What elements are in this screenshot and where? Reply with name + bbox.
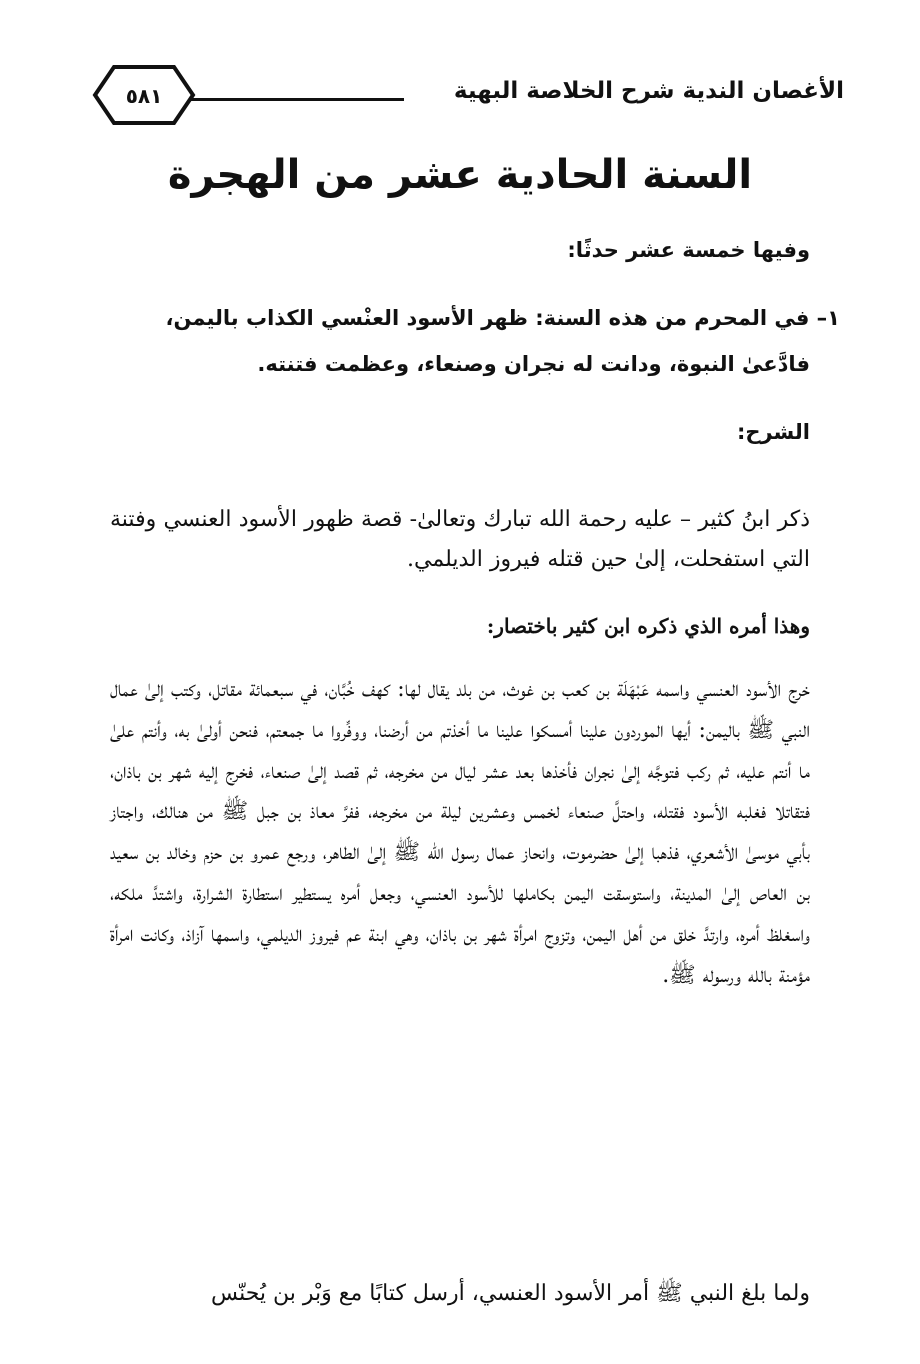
paragraph-summary-lead: وهذا أمره الذي ذكره ابن كثير باختصار: (486, 614, 810, 638)
events-lead: وفيها خمسة عشر حدثًا: (567, 238, 810, 262)
page-header (92, 58, 844, 140)
section-title: السنة الحادية عشر من الهجرة (167, 152, 753, 198)
header-rule (190, 98, 404, 101)
paragraph-intro: ذكر ابنُ كثير – عليه رحمة الله تبارك وتعالىٰ- قصة ظهور الأسود العنسي وفتنة التي استفحلت، إلىٰ حين قتله فيروز الديلمي. (110, 507, 810, 572)
paragraph-continuation: ولما بلغ النبي ﷺ أمر الأسود العنسي، أرسل كتابًا مع وَبْر بن يُحنّس (211, 1281, 810, 1306)
paragraph-story: خرج الأسود العنسي واسمه عَبْهَلَة بن كعب بن غوث، من بلد يقال لها: كهف خُبَّان، في سبعمائة مقاتل، وكتب إلىٰ عمال النبي ﷺ باليمن: أيها الموردون علينا أمسكوا علينا ما أخذتم من أرضنا، ووفِّروا ما جمعتم، فنحن أولىٰ به، وأنتم علىٰ ما أنتم عليه، ثم ركب فتوجَّه إلىٰ نجران فأخذها بعد عشر ليال من مخرجه، ثم قصد إلىٰ صنعاء، فخرج إليه شهر بن باذان، فتقاتلا فغلبه الأسود فقتله، واحتلَّ صنعاء لخمس وعشرين ليلة من مخرجه، ففرَّ معاذ بن جبل ﷺ من هنالك، واجتاز بأبي موسىٰ الأشعري، فذهبا إلىٰ حضرموت، وانحاز عمال رسول الله ﷺ إلىٰ الطاهر، ورجع عمرو بن حزم وخالد بن سعيد بن العاص إلىٰ المدينة، واستوسقت اليمن بكاملها للأسود العنسي، وجعل أمره يستطير استطارة الشرارة، واشتدَّ ملكه، واسغلظ أمره، وارتدَّ خلق من أهل اليمن، وتزوج امرأة شهر بن باذان، وهي ابنة عم فيروز الديلمي، واسمها آزاذ، وكانت امرأة مؤمنة بالله ورسوله ﷺ. (110, 677, 810, 988)
page-number-badge (92, 64, 196, 126)
page-number: ٥٨١ (125, 84, 163, 108)
event-1-line-1: ١– في المحرم من هذه السنة: ظهر الأسود العنْسي الكذاب باليمن، (165, 306, 840, 330)
book-title: الأغصان الندية شرح الخلاصة البهية (453, 78, 844, 104)
event-1-line-2: فادَّعىٰ النبوة، ودانت له نجران وصنعاء، وعظمت فتنته. (257, 352, 810, 376)
commentary-heading: الشرح: (736, 420, 810, 444)
